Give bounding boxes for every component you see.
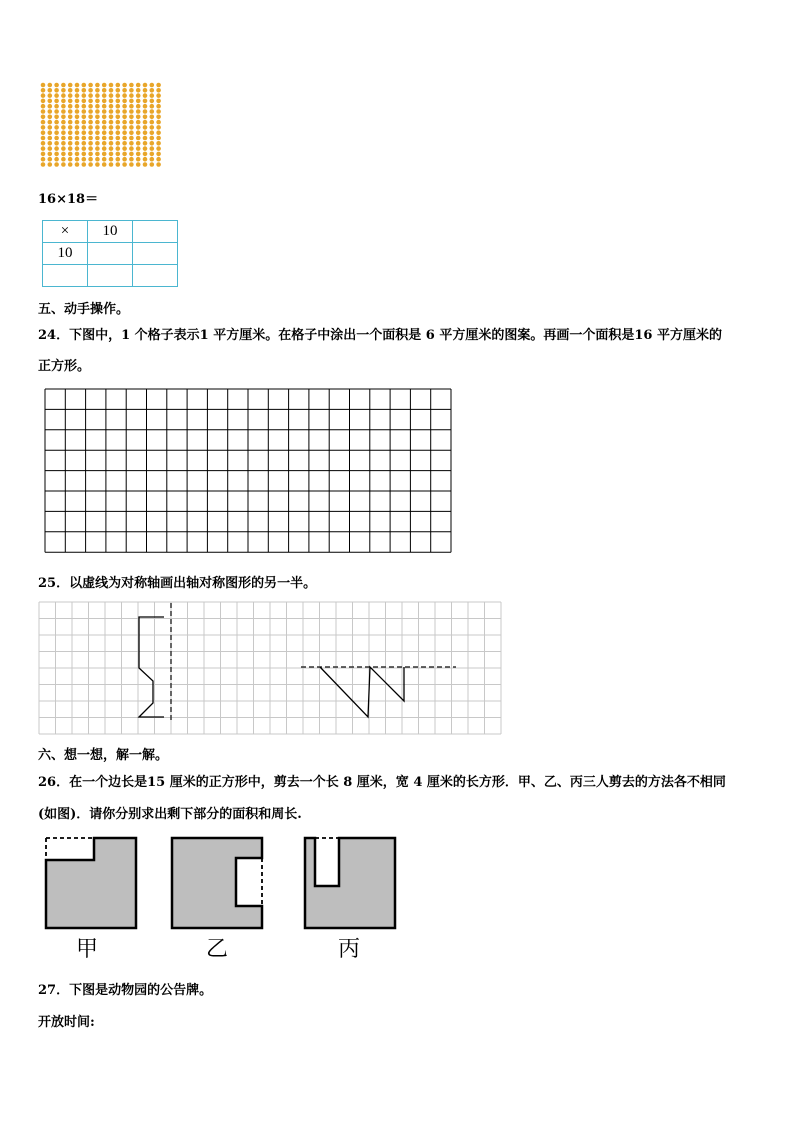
question-24-line1: 24．下图中，1 个格子表示1 平方厘米。在格子中涂出一个面积是 6 平方厘米的图案。再画一个面积是16 平方厘米的 (38, 328, 722, 343)
symmetry-grid[interactable] (38, 601, 504, 737)
equation: 16×18＝ (38, 192, 99, 207)
question-27: 27．下图是动物园的公告牌。 (38, 983, 213, 998)
question-25: 25．以虚线为对称轴画出轴对称图形的另一半。 (38, 576, 317, 591)
table-cell[interactable] (133, 243, 178, 265)
open-time-label: 开放时间: (38, 1015, 95, 1030)
table-row (43, 243, 178, 265)
figure-yi (170, 836, 266, 932)
figure-label: 甲 (76, 937, 99, 962)
section-title: 六、想一想，解一解。 (38, 748, 169, 763)
table-row (43, 265, 178, 287)
question-26-line2: (如图)．请你分别求出剩下部分的面积和周长. (38, 807, 302, 822)
table-cell[interactable] (88, 265, 133, 287)
drawing-grid[interactable] (44, 388, 454, 554)
table-cell[interactable] (88, 243, 133, 265)
figure-jia (44, 836, 140, 932)
half-figure-left (139, 617, 164, 717)
figure-label: 丙 (338, 937, 361, 962)
section-title: 五、动手操作。 (38, 302, 130, 317)
question-26-line1: 26．在一个边长是15 厘米的正方形中，剪去一个长 8 厘米，宽 4 厘米的长方形．甲、乙、丙三人剪去的方法各不相同 (38, 775, 726, 790)
table-cell[interactable] (43, 265, 88, 287)
question-24-line2: 正方形。 (38, 359, 91, 374)
figure-label: 乙 (206, 937, 229, 962)
table-cell[interactable] (133, 265, 178, 287)
table-cell: × (43, 221, 88, 243)
table-cell[interactable] (133, 221, 178, 243)
table-cell: 10 (88, 221, 133, 243)
multiplication-table (42, 220, 178, 287)
figure-bing (303, 836, 399, 932)
dot-array (40, 82, 162, 172)
half-figure-right (320, 667, 404, 717)
table-row (43, 221, 178, 243)
table-cell: 10 (43, 243, 88, 265)
